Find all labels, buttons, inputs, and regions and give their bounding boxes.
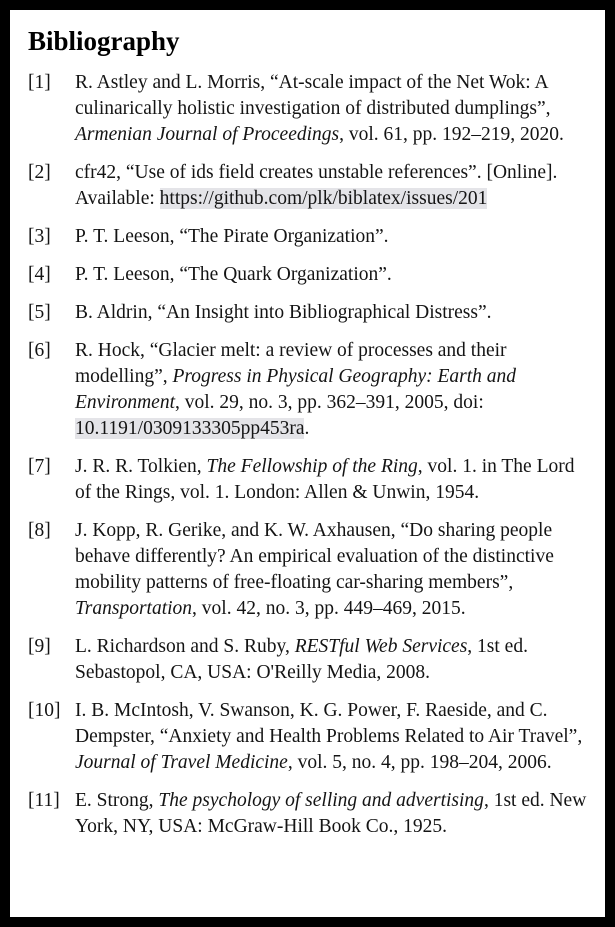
- reference-entry: [28, 262, 587, 288]
- reference-label: [5]: [28, 302, 51, 323]
- reference-italic-title: The Fellowship of the Ring: [206, 456, 418, 477]
- reference-label: [9]: [28, 636, 51, 657]
- reference-label: [11]: [28, 790, 60, 811]
- reference-label: [3]: [28, 226, 51, 247]
- reference-text-segment: , 1st ed. New York, NY, USA: McGraw-Hill Book Co., 1925.: [75, 790, 587, 837]
- reference-text-segment: , vol. 1. in The Lord of the Rings, vol. 1. London: Allen & Unwin, 1954.: [75, 456, 575, 503]
- reference-label: [6]: [28, 340, 51, 361]
- reference-text: [75, 264, 392, 285]
- reference-text-segment: P. T. Leeson, “The Quark Organization”.: [75, 264, 392, 285]
- reference-text-segment: I. B. McIntosh, V. Swanson, K. G. Power, F. Raeside, and C. Dempster, “Anxiety and Health Problems Related to Air Travel”,: [75, 700, 583, 747]
- reference-text-segment: , vol. 5, no. 4, pp. 198–204, 2006.: [287, 752, 552, 773]
- reference-text-segment: .: [304, 418, 310, 439]
- reference-text: [75, 520, 554, 619]
- reference-label: [7]: [28, 456, 51, 477]
- reference-label: [2]: [28, 162, 51, 183]
- reference-text-segment: , 1st ed. Sebastopol, CA, USA: O'Reilly Media, 2008.: [75, 636, 528, 683]
- reference-entry: [28, 518, 587, 622]
- reference-italic-title: Transportation: [75, 598, 193, 619]
- reference-text: [75, 636, 528, 683]
- reference-entry: [28, 224, 587, 250]
- reference-entry: [28, 634, 587, 686]
- reference-label: [10]: [28, 700, 61, 721]
- reference-link[interactable]: https://github.com/plk/biblatex/issues/201: [159, 188, 488, 209]
- reference-text: [75, 72, 564, 145]
- reference-text-segment: B. Aldrin, “An Insight into Bibliographical Distress”.: [75, 302, 492, 323]
- reference-list: [28, 70, 587, 840]
- reference-entry: [28, 300, 587, 326]
- reference-label: [4]: [28, 264, 51, 285]
- reference-entry: [28, 338, 587, 442]
- reference-italic-title: RESTful Web Services: [294, 636, 468, 657]
- reference-italic-title: Armenian Journal of Proceedings: [75, 124, 340, 145]
- reference-text: [75, 340, 516, 439]
- reference-entry: [28, 788, 587, 840]
- reference-text-segment: L. Richardson and S. Ruby,: [75, 636, 295, 657]
- reference-entry: [28, 160, 587, 212]
- reference-link[interactable]: 10.1191/0309133305pp453ra: [75, 418, 305, 439]
- reference-text: [75, 226, 389, 247]
- document-page: [10, 10, 605, 917]
- reference-text-segment: R. Astley and L. Morris, “At-scale impact of the Net Wok: A culinarically holistic investigation of distributed dumplings”,: [75, 72, 551, 119]
- reference-text-segment: J. R. R. Tolkien,: [75, 456, 207, 477]
- reference-text-segment: P. T. Leeson, “The Pirate Organization”.: [75, 226, 389, 247]
- reference-entry: [28, 454, 587, 506]
- reference-text-segment: cfr42, “Use of ids field creates unstable references”. [Online]. Available:: [75, 162, 558, 209]
- page-title: Bibliography: [28, 26, 180, 56]
- reference-text: [75, 790, 586, 837]
- reference-entry: [28, 698, 587, 776]
- reference-label: [8]: [28, 520, 51, 541]
- reference-italic-title: The psychology of selling and advertising: [158, 790, 484, 811]
- reference-text-segment: , vol. 29, no. 3, pp. 362–391, 2005, doi:: [175, 392, 484, 413]
- reference-italic-title: Journal of Travel Medicine: [75, 752, 288, 773]
- reference-text: [75, 456, 575, 503]
- reference-label: [1]: [28, 72, 51, 93]
- reference-italic-title: Progress in Physical Geography: Earth and Environment: [75, 366, 517, 413]
- reference-text-segment: R. Hock, “Glacier melt: a review of processes and their modelling”,: [75, 340, 507, 387]
- reference-text: [75, 302, 492, 323]
- reference-text-segment: , vol. 42, no. 3, pp. 449–469, 2015.: [192, 598, 466, 619]
- reference-text-segment: E. Strong,: [75, 790, 159, 811]
- reference-entry: [28, 70, 587, 148]
- reference-text-segment: , vol. 61, pp. 192–219, 2020.: [339, 124, 564, 145]
- reference-text-segment: J. Kopp, R. Gerike, and K. W. Axhausen, “Do sharing people behave differently? An empirical evaluation of the distinctive mobility patterns of free-floating car-sharing members”,: [75, 520, 554, 593]
- reference-text: [75, 162, 557, 209]
- reference-text: [75, 700, 582, 773]
